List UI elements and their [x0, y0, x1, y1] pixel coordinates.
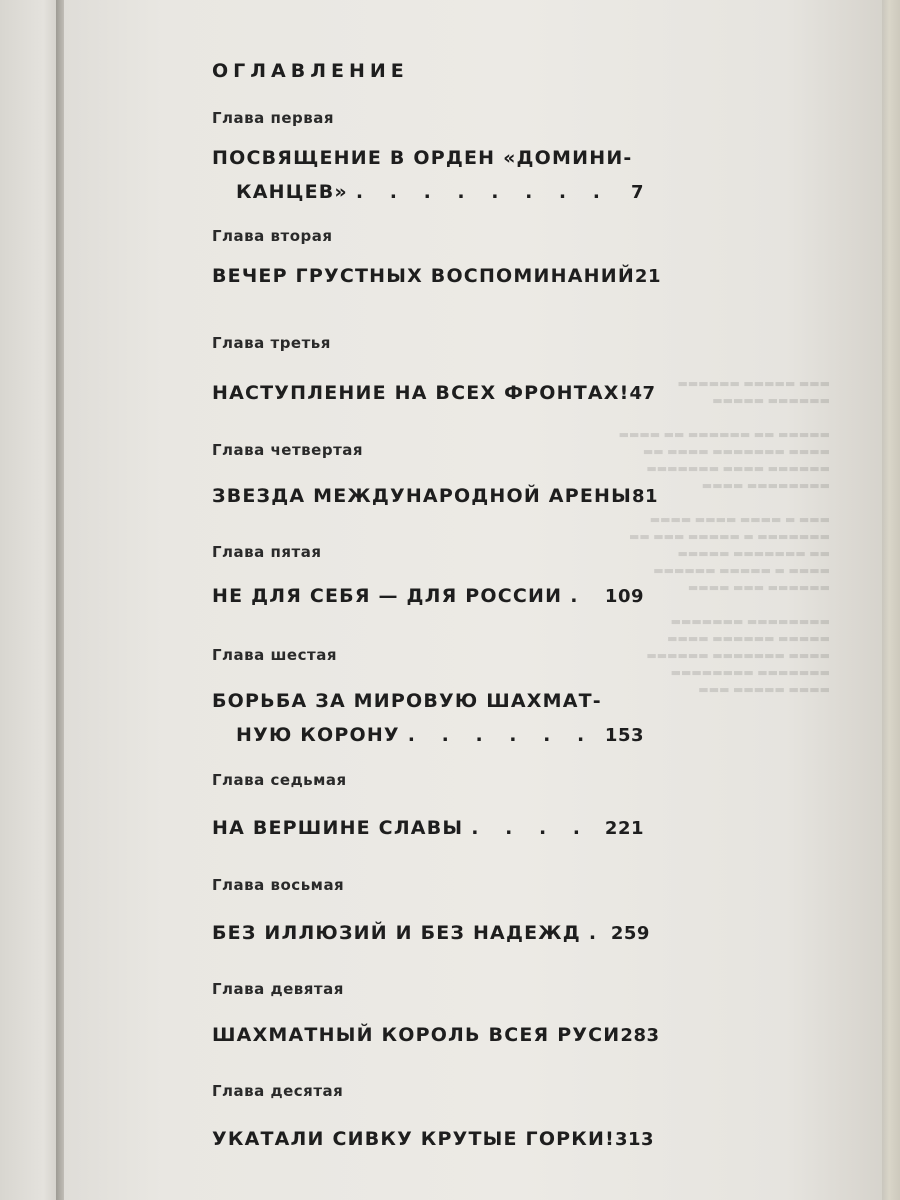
leader-dots: . . . . . .: [407, 724, 595, 746]
page-number: 313: [615, 1129, 655, 1150]
toc-entry-8: [212, 874, 650, 951]
leader-dots: . . . .: [471, 817, 590, 839]
chapter-title-line: [212, 479, 659, 514]
chapter-title: НА ВЕРШИНЕ СЛАВЫ: [212, 817, 464, 839]
chapter-label: Глава первая: [212, 109, 335, 127]
chapter-title: ЗВЕЗДА МЕЖДУНАРОДНОЙ АРЕНЫ: [212, 485, 632, 507]
toc-entry-6: [212, 644, 644, 753]
chapter-title-line: [212, 811, 644, 846]
chapter-title: НАСТУПЛЕНИЕ НА ВСЕХ ФРОНТАХ!: [212, 382, 630, 404]
chapter-title: УКАТАЛИ СИВКУ КРУТЫЕ ГОРКИ!: [212, 1128, 615, 1150]
chapter-label: Глава шестая: [212, 646, 337, 664]
chapter-title-line: [212, 579, 644, 614]
chapter-title-line: [212, 718, 644, 753]
chapter-title: НЕ ДЛЯ СЕБЯ — ДЛЯ РОССИИ: [212, 585, 563, 607]
page-number: 259: [610, 923, 650, 944]
chapter-label: Глава девятая: [212, 980, 344, 998]
toc-entry-2: [212, 225, 661, 294]
toc-entry-7: [212, 769, 644, 846]
chapter-label: Глава десятая: [212, 1082, 344, 1100]
page-number: 21: [634, 266, 661, 287]
toc-entry-9: [212, 978, 660, 1053]
chapter-label: Глава вторая: [212, 227, 333, 245]
chapter-title-continued: КАНЦЕВ»: [236, 181, 348, 203]
page-number: 221: [604, 818, 644, 839]
toc-entry-10: [212, 1080, 655, 1157]
chapter-title: ВЕЧЕР ГРУСТНЫХ ВОСПОМИНАНИЙ: [212, 265, 635, 287]
chapter-title-line: [212, 1018, 660, 1053]
chapter-title-line: [212, 259, 661, 294]
page-number: 7: [630, 182, 644, 203]
page-number: 153: [604, 725, 644, 746]
toc-entry-1: [212, 107, 644, 210]
page-edge: [882, 0, 900, 1200]
page-number: 109: [604, 586, 644, 607]
chapter-label: Глава восьмая: [212, 876, 345, 894]
chapter-title-line: [212, 175, 644, 210]
show-through-texture: ▬▬▬ ▬▬▬▬▬ ▬▬▬▬▬▬ ▬▬▬▬▬▬ ▬▬▬▬▬ ▬▬▬▬▬ ▬▬ ▬▬▬▬▬▬ ▬▬ ▬▬▬▬ ▬▬▬▬ ▬▬▬▬▬▬▬ ▬▬▬▬ ▬▬ ▬▬▬▬▬▬ ▬▬▬▬ ▬▬▬▬▬▬▬ ▬▬▬▬▬▬▬▬ ▬▬▬▬ ▬▬▬ ▬ ▬▬▬▬ ▬▬▬▬ ▬▬▬▬ ▬▬▬▬▬▬▬ ▬ ▬▬▬▬▬ ▬▬▬ ▬▬ ▬▬ ▬▬▬▬▬▬▬ ▬▬▬▬▬ ▬▬▬▬ ▬ ▬▬▬▬▬ ▬▬▬▬▬▬ ▬▬▬▬▬▬ ▬▬▬ ▬▬▬▬ ▬▬▬▬▬▬▬▬ ▬▬▬▬▬▬▬ ▬▬▬▬▬ ▬▬▬▬▬▬ ▬▬▬▬ ▬▬▬▬ ▬▬▬▬▬▬▬ ▬▬▬▬▬▬ ▬▬▬▬▬▬▬ ▬▬▬▬▬▬▬▬ ▬▬▬▬ ▬▬▬▬▬ ▬▬▬: [618, 377, 830, 696]
chapter-title: БОРЬБА ЗА МИРОВУЮ ШАХМАТ-: [212, 690, 602, 712]
toc-entry-5: [212, 541, 644, 614]
chapter-title-line: [212, 684, 644, 718]
leader-dots: .: [588, 922, 607, 944]
chapter-title: ПОСВЯЩЕНИЕ В ОРДЕН «ДОМИНИ-: [212, 147, 633, 169]
chapter-title-line: [212, 376, 656, 411]
left-page: [0, 0, 62, 1200]
page-number: 81: [632, 486, 659, 507]
chapter-label: Глава седьмая: [212, 771, 347, 789]
leader-dots: .: [570, 585, 588, 607]
chapter-title-line: [212, 916, 650, 951]
page-number: 283: [620, 1025, 660, 1046]
toc-entry-4: [212, 439, 659, 514]
chapter-title: ШАХМАТНЫЙ КОРОЛЬ ВСЕЯ РУСИ: [212, 1024, 621, 1046]
toc-entry-3: [212, 332, 656, 411]
chapter-title-continued: НУЮ КОРОНУ: [236, 724, 400, 746]
chapter-label: Глава пятая: [212, 543, 322, 561]
chapter-label: Глава четвертая: [212, 441, 364, 459]
chapter-title-line: [212, 141, 644, 175]
chapter-title: БЕЗ ИЛЛЮЗИЙ И БЕЗ НАДЕЖД: [212, 922, 581, 944]
toc-title: ОГЛАВЛЕНИЕ: [212, 60, 409, 82]
chapter-label: Глава третья: [212, 334, 331, 352]
leader-dots: . . . . . . . .: [355, 181, 610, 203]
page-number: 47: [629, 383, 656, 404]
chapter-title-line: [212, 1122, 655, 1157]
